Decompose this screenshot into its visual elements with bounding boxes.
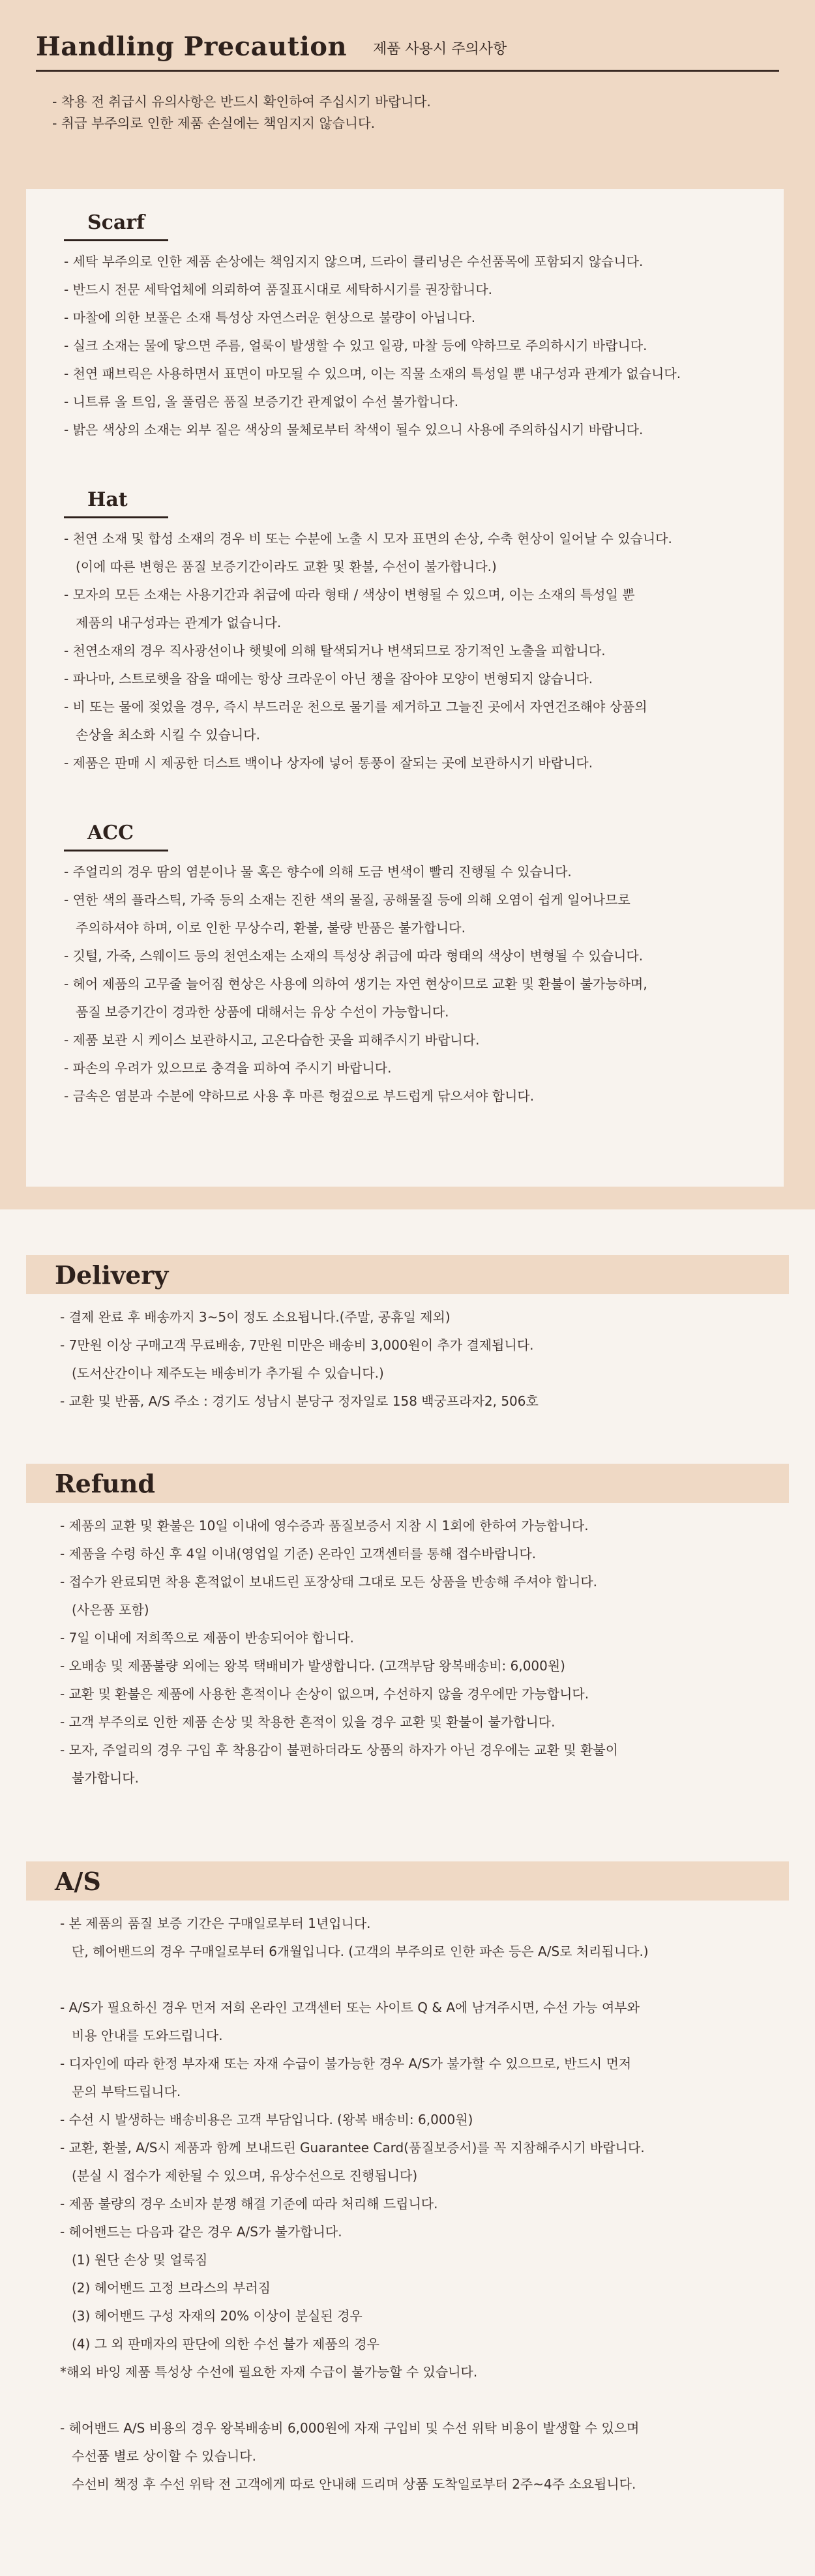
- list-item: - 천연소재의 경우 직사광선이나 햇빛에 의해 탈색되거나 변색되므로 장기적인 노출을 피합니다.: [64, 643, 606, 659]
- list-item: (사은품 포함): [72, 1602, 149, 1618]
- acc-list: [64, 858, 751, 1110]
- care-instructions-card: [26, 189, 784, 1187]
- list-item: 손상을 최소화 시킬 수 있습니다.: [76, 727, 260, 743]
- list-item: - 결제 완료 후 배송까지 3~5이 정도 소요됩니다.(주말, 공휴일 제외): [60, 1309, 451, 1325]
- list-item: - 세탁 부주의로 인한 제품 손상에는 책임지지 않으며, 드라이 클리닝은 수선품목에 포함되지 않습니다.: [64, 254, 644, 269]
- list-item: - 교환 및 환불은 제품에 사용한 흔적이나 손상이 없으며, 수선하지 않을 경우에만 가능합니다.: [60, 1686, 589, 1702]
- hat-title: Hat: [64, 488, 168, 518]
- list-item: - 모자의 모든 소재는 사용기간과 취급에 따라 형태 / 색상이 변형될 수 있으며, 이는 소재의 특성일 뿐: [64, 587, 635, 602]
- list-item: - 밝은 색상의 소재는 외부 짙은 색상의 물체로부터 착색이 될수 있으니 사용에 주의하십시기 바랍니다.: [64, 422, 644, 437]
- list-item: - 금속은 염분과 수분에 약하므로 사용 후 마른 헝겊으로 부드럽게 닦으셔야 합니다.: [64, 1088, 535, 1104]
- refund-section: [0, 1464, 815, 1792]
- list-item: 수선비 책정 후 수선 위탁 전 고객에게 따로 안내해 드리며 상품 도착일로부터 2주~4주 소요됩니다.: [72, 2476, 636, 2492]
- delivery-list: [26, 1294, 789, 1415]
- list-item: - 접수가 완료되면 착용 흔적없이 보내드린 포장상태 그대로 모든 상품을 반송해 주셔야 합니다.: [60, 1574, 598, 1590]
- list-item: 품질 보증기간이 경과한 상품에 대해서는 유상 수선이 가능합니다.: [76, 1004, 449, 1020]
- list-item: *해외 바잉 제품 특성상 수선에 필요한 자재 수급이 불가능할 수 있습니다.: [60, 2364, 478, 2380]
- handling-title: Handling Precaution: [36, 31, 348, 62]
- list-item: - 파손의 우려가 있으므로 충격을 피하여 주시기 바랍니다.: [64, 1060, 392, 1076]
- as-header: [26, 1861, 789, 1901]
- list-item: (4) 그 외 판매자의 판단에 의한 수선 불가 제품의 경우: [72, 2336, 379, 2352]
- list-item: (이에 따른 변형은 품질 보증기간이라도 교환 및 환불, 수선이 불가합니다.): [76, 559, 497, 574]
- list-item: 문의 부탁드립니다.: [72, 2084, 181, 2099]
- list-item: - 7만원 이상 구매고객 무료배송, 7만원 미만은 배송비 3,000원이 추가 결제됩니다.: [60, 1337, 534, 1353]
- list-item: - 파나마, 스트로햇을 잡을 때에는 항상 크라운이 아닌 챙을 잡아야 모양이 변형되지 않습니다.: [64, 671, 593, 687]
- list-item: - 교환 및 반품, A/S 주소 : 경기도 성남시 분당구 정자일로 158 백궁프라자2, 506호: [60, 1393, 539, 1409]
- list-item: - 교환, 환불, A/S시 제품과 함께 보내드린 Guarantee Card(품질보증서)를 꼭 지참해주시기 바랍니다.: [60, 2140, 645, 2155]
- list-item: - 반드시 전문 세탁업체에 의뢰하여 품질표시대로 세탁하시기를 권장합니다.: [64, 282, 492, 297]
- as-list: [26, 1901, 789, 2498]
- list-item: 불가합니다.: [72, 1770, 139, 1786]
- list-item: 수선품 별로 상이할 수 있습니다.: [72, 2448, 256, 2464]
- hat-list: [64, 525, 751, 777]
- list-item: - A/S가 필요하신 경우 먼저 저희 온라인 고객센터 또는 사이트 Q & A에 남겨주시면, 수선 가능 여부와: [60, 2000, 640, 2015]
- list-item: - 디자인에 따라 한정 부자재 또는 자재 수급이 불가능한 경우 A/S가 불가할 수 있으므로, 반드시 먼저: [60, 2056, 632, 2071]
- list-item: - 모자, 주얼리의 경우 구입 후 착용감이 불편하더라도 상품의 하자가 아닌 경우에는 교환 및 환불이: [60, 1742, 619, 1758]
- delivery-section: [0, 1255, 815, 1415]
- list-item: 단, 헤어밴드의 경우 구매일로부터 6개월입니다. (고객의 부주의로 인한 파손 등은 A/S로 처리됩니다.): [72, 1944, 649, 1959]
- list-item: - 수선 시 발생하는 배송비용은 고객 부담입니다. (왕복 배송비: 6,000원): [60, 2112, 473, 2127]
- list-item: - 제품을 수령 하신 후 4일 이내(영업일 기준) 온라인 고객센터를 통해 접수바랍니다.: [60, 1546, 537, 1562]
- scarf-section: [64, 211, 751, 444]
- list-item: [60, 2386, 789, 2414]
- list-item: - 제품 보관 시 케이스 보관하시고, 고온다습한 곳을 피해주시기 바랍니다.: [64, 1032, 480, 1048]
- refund-title: Refund: [55, 1468, 155, 1498]
- refund-header: [26, 1464, 789, 1503]
- list-item: 비용 안내를 도와드립니다.: [72, 2028, 223, 2043]
- list-item: - 7일 이내에 저희쪽으로 제품이 반송되어야 합니다.: [60, 1630, 354, 1646]
- refund-list: [26, 1503, 789, 1792]
- acc-section: [64, 822, 751, 1110]
- list-item: 제품의 내구성과는 관계가 없습니다.: [76, 615, 282, 630]
- list-item: - 제품은 판매 시 제공한 더스트 백이나 상자에 넣어 통풍이 잘되는 곳에 보관하시기 바랍니다.: [64, 755, 593, 771]
- hat-section: [64, 488, 751, 777]
- acc-title: ACC: [64, 822, 168, 851]
- list-item: - 천연 패브릭은 사용하면서 표면이 마모될 수 있으며, 이는 직물 소재의 특성일 뿐 내구성과 관계가 없습니다.: [64, 366, 681, 381]
- handling-subtitle: 제품 사용시 주의사항: [373, 41, 507, 57]
- list-item: [60, 1966, 789, 1994]
- list-item: 주의하셔야 하며, 이로 인한 무상수리, 환불, 불량 반품은 불가합니다.: [76, 920, 466, 936]
- as-section: [0, 1861, 815, 2498]
- list-item: (2) 헤어밴드 고정 브라스의 부러짐: [72, 2280, 271, 2296]
- list-item: - 고객 부주의로 인한 제품 손상 및 착용한 흔적이 있을 경우 교환 및 환불이 불가합니다.: [60, 1714, 556, 1730]
- list-item: - 마찰에 의한 보풀은 소재 특성상 자연스러운 현상으로 불량이 아닙니다.: [64, 310, 476, 325]
- list-item: - 제품의 교환 및 환불은 10일 이내에 영수증과 품질보증서 지참 시 1회에 한하여 가능합니다.: [60, 1518, 589, 1533]
- intro-line: - 착용 전 취급시 유의사항은 반드시 확인하여 주십시기 바랍니다.: [52, 94, 431, 110]
- scarf-list: [64, 248, 751, 444]
- list-item: - 비 또는 물에 젖었을 경우, 즉시 부드러운 천으로 물기를 제거하고 그늘진 곳에서 자연건조해야 상품의: [64, 699, 647, 715]
- list-item: - 본 제품의 품질 보증 기간은 구매일로부터 1년입니다.: [60, 1916, 371, 1931]
- delivery-title: Delivery: [55, 1260, 169, 1290]
- delivery-header: [26, 1255, 789, 1294]
- list-item: - 헤어밴드는 다음과 같은 경우 A/S가 불가합니다.: [60, 2224, 342, 2240]
- list-item: (분실 시 접수가 제한될 수 있으며, 유상수선으로 진행됩니다): [72, 2168, 418, 2184]
- list-item: (1) 원단 손상 및 얼룩짐: [72, 2252, 208, 2268]
- intro-line: - 취급 부주의로 인한 제품 손실에는 책임지지 않습니다.: [52, 115, 376, 131]
- list-item: - 실크 소재는 물에 닿으면 주름, 얼룩이 발생할 수 있고 일광, 마찰 등에 약하므로 주의하시기 바랍니다.: [64, 338, 647, 353]
- handling-header: [36, 31, 779, 72]
- list-item: - 연한 색의 플라스틱, 가죽 등의 소재는 진한 색의 물질, 공해물질 등에 의해 오염이 쉽게 일어나므로: [64, 892, 630, 908]
- list-item: - 니트류 올 트임, 올 풀림은 품질 보증기간 관계없이 수선 불가합니다.: [64, 394, 459, 409]
- handling-intro: [36, 91, 779, 134]
- as-title: A/S: [55, 1866, 101, 1896]
- list-item: - 헤어밴드 A/S 비용의 경우 왕복배송비 6,000원에 자재 구입비 및 수선 위탁 비용이 발생할 수 있으며: [60, 2420, 640, 2436]
- list-item: - 주얼리의 경우 땀의 염분이나 물 혹은 향수에 의해 도금 변색이 빨리 진행될 수 있습니다.: [64, 864, 572, 880]
- list-item: - 깃털, 가죽, 스웨이드 등의 천연소재는 소재의 특성상 취급에 따라 형태의 색상이 변형될 수 있습니다.: [64, 948, 644, 964]
- list-item: - 천연 소재 및 합성 소재의 경우 비 또는 수분에 노출 시 모자 표면의 손상, 수축 현상이 일어날 수 있습니다.: [64, 531, 672, 546]
- list-item: (도서산간이나 제주도는 배송비가 추가될 수 있습니다.): [72, 1365, 384, 1381]
- handling-precaution-section: [0, 0, 815, 1209]
- list-item: (3) 헤어밴드 구성 자재의 20% 이상이 분실된 경우: [72, 2308, 363, 2324]
- scarf-title: Scarf: [64, 211, 168, 241]
- list-item: - 헤어 제품의 고무줄 늘어짐 현상은 사용에 의하여 생기는 자연 현상이므로 교환 및 환불이 불가능하며,: [64, 976, 647, 992]
- list-item: - 제품 불량의 경우 소비자 분쟁 해결 기준에 따라 처리해 드립니다.: [60, 2196, 438, 2212]
- list-item: - 오배송 및 제품불량 외에는 왕복 택배비가 발생합니다. (고객부담 왕복배송비: 6,000원): [60, 1658, 565, 1674]
